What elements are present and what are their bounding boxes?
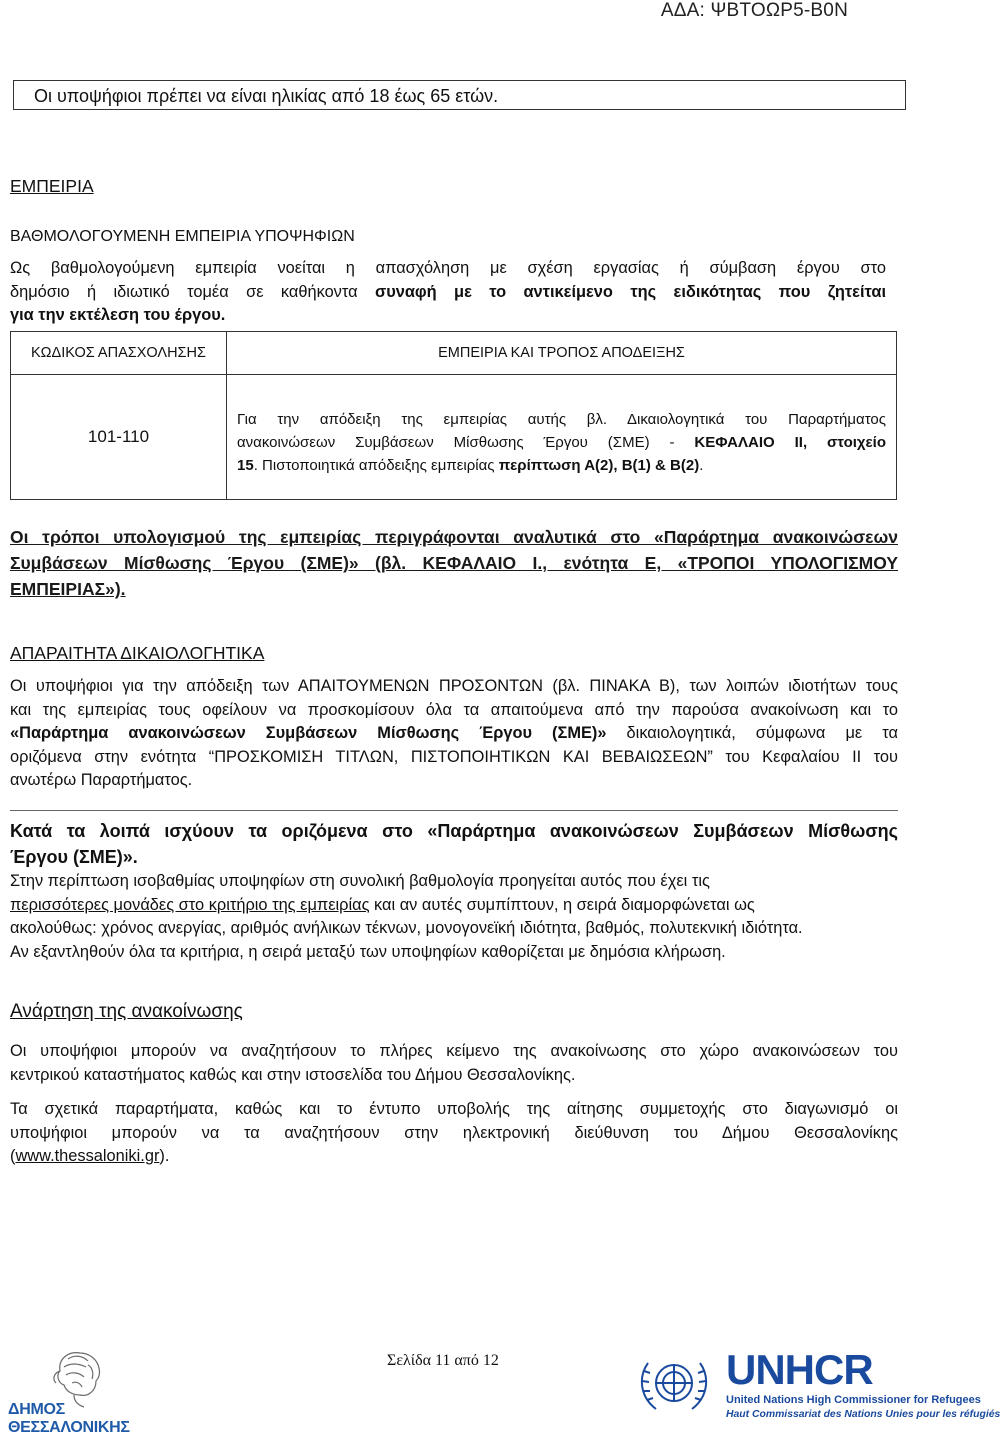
col-header-code: ΚΩΔΙΚΟΣ ΑΠΑΣΧΟΛΗΣΗΣ bbox=[11, 332, 227, 375]
calc-note-line-3: ΕΜΠΕΙΡΙΑΣ»). bbox=[10, 579, 126, 599]
docs-line-2: και της εμπειρίας τους οφείλουν να προσκομίσουν όλα τα απαιτούμενα από την παρούσα ανακοίνωση και το bbox=[10, 700, 898, 719]
posting-p2-line-1: Τα σχετικά παραρτήματα, καθώς και το έντυπο υποβολής της αίτησης συμμετοχής στο διαγωνισμό οι bbox=[10, 1100, 898, 1118]
other-rules-bold-line-1: Κατά τα λοιπά ισχύουν τα οριζόμενα στο «Παράρτημα ανακοινώσεων Συμβάσεων Μίσθωσης bbox=[10, 821, 898, 841]
tie-line-1: Στην περίπτωση ισοβαθμίας υποψηφίων στη συνολική βαθμολογία προηγείται αυτός που έχει τις bbox=[10, 872, 710, 890]
table-row bbox=[11, 375, 897, 500]
intro-line-2 bbox=[10, 281, 886, 305]
intro-line-3-bold: για την εκτέλεση του έργου. bbox=[10, 306, 226, 324]
intro-line-1: Ως βαθμολογούμενη εμπειρία νοείται η απασχόληση με σχέση εργασίας ή σύμβαση έργου στο bbox=[10, 259, 886, 277]
intro-line-2-plain: δημόσιο ή ιδιωτικό τομέα σε καθήκοντα bbox=[10, 282, 375, 301]
thessaloniki-logo bbox=[8, 1345, 183, 1436]
posting-title: Ανάρτηση της ανακοίνωσης bbox=[10, 1001, 243, 1022]
experience-table bbox=[10, 331, 897, 500]
tie-line-2-underlined: περισσότερες μονάδες στο κριτήριο της εμπειρίας bbox=[10, 895, 370, 914]
intro-line-3 bbox=[10, 304, 886, 328]
docs-line-3 bbox=[10, 722, 898, 746]
docs-line-3-plain: δικαιολογητικά, σύμφωνα με τα bbox=[606, 724, 898, 742]
page-number: Σελίδα 11 από 12 bbox=[387, 1352, 499, 1369]
proof-line-2 bbox=[237, 431, 886, 454]
tie-line-2 bbox=[10, 894, 898, 918]
table-header-row bbox=[11, 332, 897, 375]
experience-intro bbox=[10, 257, 886, 328]
link-open-paren: ( bbox=[10, 1147, 16, 1165]
calc-note-line-2: Συμβάσεων Μίσθωσης Έργου (ΣΜΕ)» (βλ. ΚΕΦΑΛΑΙΟ Ι., ενότητα Ε, «ΤΡΟΠΟΙ ΥΠΟΛΟΓΙΣΜΟΥ bbox=[10, 553, 898, 573]
age-requirement-box: Οι υποψήφιοι πρέπει να είναι ηλικίας από 18 έως 65 ετών. bbox=[13, 80, 906, 110]
posting-paragraph-2 bbox=[10, 1098, 898, 1169]
docs-line-3-bold: «Παράρτημα ανακοινώσεων Συμβάσεων Μίσθωσης Έργου (ΣΜΕ)» bbox=[10, 724, 607, 742]
proof-line-3-end: . bbox=[699, 456, 704, 474]
tie-break-text bbox=[10, 870, 898, 964]
proof-line-3-bold-a: 15 bbox=[237, 456, 254, 474]
proof-line-2-plain: ανακοινώσεων Συμβάσεων Μίσθωσης Έργου (ΣΜΕ) - bbox=[237, 433, 695, 451]
experience-proof-cell bbox=[227, 375, 897, 500]
posting-p2-line-3 bbox=[10, 1145, 898, 1169]
intro-line-2-bold: συναφή με το αντικείμενο της ειδικότητας που ζητείται bbox=[374, 282, 887, 301]
docs-line-1: Οι υποψήφιοι για την απόδειξη των ΑΠΑΙΤΟΥΜΕΝΩΝ ΠΡΟΣΟΝΤΩΝ (βλ. ΠΙΝΑΚΑ Β), των λοιπών ιδιοτήτων τους bbox=[10, 677, 898, 695]
link-close-paren: ). bbox=[159, 1147, 170, 1165]
required-docs-text bbox=[10, 675, 898, 793]
other-rules bbox=[10, 818, 898, 964]
experience-subtitle: ΒΑΘΜΟΛΟΓΟΥΜΕΝΗ ΕΜΠΕΙΡΙΑ ΥΠΟΨΗΦΙΩΝ bbox=[10, 228, 355, 245]
proof-line-1: Για την απόδειξη της εμπειρίας αυτής βλ. Δικαιολογητικά του Παραρτήματος bbox=[237, 410, 886, 428]
docs-line-5: ανωτέρω Παραρτήματος. bbox=[10, 771, 193, 789]
proof-line-3-bold-b: περίπτωση Α(2), Β(1) & Β(2) bbox=[498, 456, 700, 474]
other-rules-bold-line-2: Έργου (ΣΜΕ)». bbox=[10, 847, 138, 867]
un-emblem-icon bbox=[630, 1349, 718, 1421]
occupation-code: 101-110 bbox=[11, 375, 227, 500]
posting-paragraph-1 bbox=[10, 1040, 898, 1087]
posting-p2-line-2: υποψήφιοι μπορούν να τα αναζητήσουν στην ηλεκτρονική διεύθυνση του Δήμου Θεσσαλονίκης bbox=[10, 1123, 898, 1142]
col-header-experience: ΕΜΠΕΙΡΙΑ ΚΑΙ ΤΡΟΠΟΣ ΑΠΟΔΕΙΞΗΣ bbox=[227, 332, 897, 375]
calc-note bbox=[10, 524, 898, 602]
tie-line-2-plain: και αν αυτές συμπίπτουν, η σειρά διαμορφώνεται ως bbox=[369, 895, 755, 914]
website-link[interactable]: www.thessaloniki.gr bbox=[15, 1147, 160, 1165]
posting-p1-line-2: κεντρικού καταστήματος καθώς και στην ιστοσελίδα του Δήμου Θεσσαλονίκης. bbox=[10, 1065, 576, 1084]
unhcr-brand: UNHCR bbox=[726, 1346, 873, 1393]
docs-line-4: οριζόμενα στην ενότητα “ΠΡΟΣΚΟΜΙΣΗ ΤΙΤΛΩΝ, ΠΙΣΤΟΠΟΙΗΤΙΚΩΝ ΚΑΙ ΒΕΒΑΙΩΣΕΩΝ” του Κεφαλαίου ΙΙ του bbox=[10, 747, 898, 766]
tie-line-3: ακολούθως: χρόνος ανεργίας, αριθμός ανήλικων τέκνων, μονογονεϊκή ιδιότητα, βαθμός, πολυτεκνική ιδιότητα. bbox=[10, 919, 803, 937]
proof-line-2-bold: ΚΕΦΑΛΑΙΟ ΙΙ, στοιχείο bbox=[694, 433, 886, 451]
tie-line-4: Αν εξαντληθούν όλα τα κριτήρια, η σειρά μεταξύ των υποψηφίων καθορίζεται με δημόσια κλήρωση. bbox=[10, 942, 726, 961]
proof-line-3-plain: . Πιστοποιητικά απόδειξης εμπειρίας bbox=[253, 456, 499, 474]
posting-p1-line-1: Οι υποψήφιοι μπορούν να αναζητήσουν το πλήρες κείμενο της ανακοίνωσης στο χώρο ανακοινώσεων του bbox=[10, 1042, 898, 1060]
ada-code: ΑΔΑ: ΨΒΤΟΩΡ5-Β0Ν bbox=[660, 0, 848, 21]
unhcr-line-1: United Nations High Commissioner for Refugees bbox=[726, 1394, 981, 1406]
experience-title: ΕΜΠΕΙΡΙΑ bbox=[10, 176, 94, 196]
unhcr-line-2: Haut Commissariat des Nations Unies pour les réfugiés bbox=[726, 1409, 1000, 1420]
section-divider bbox=[10, 810, 898, 811]
required-docs-title: ΑΠΑΡΑΙΤΗΤΑ ΔΙΚΑΙΟΛΟΓΗΤΙΚΑ bbox=[10, 643, 265, 663]
thessaloniki-logo-text: ΔΗΜΟΣ ΘΕΣΣΑΛΟΝΙΚΗΣ bbox=[8, 1401, 130, 1436]
unhcr-logo bbox=[630, 1346, 1000, 1427]
calc-note-line-1: Οι τρόποι υπολογισμού της εμπειρίας περιγράφονται αναλυτικά στο «Παράρτημα ανακοινώσεων bbox=[10, 527, 898, 547]
proof-line-3 bbox=[237, 454, 886, 477]
